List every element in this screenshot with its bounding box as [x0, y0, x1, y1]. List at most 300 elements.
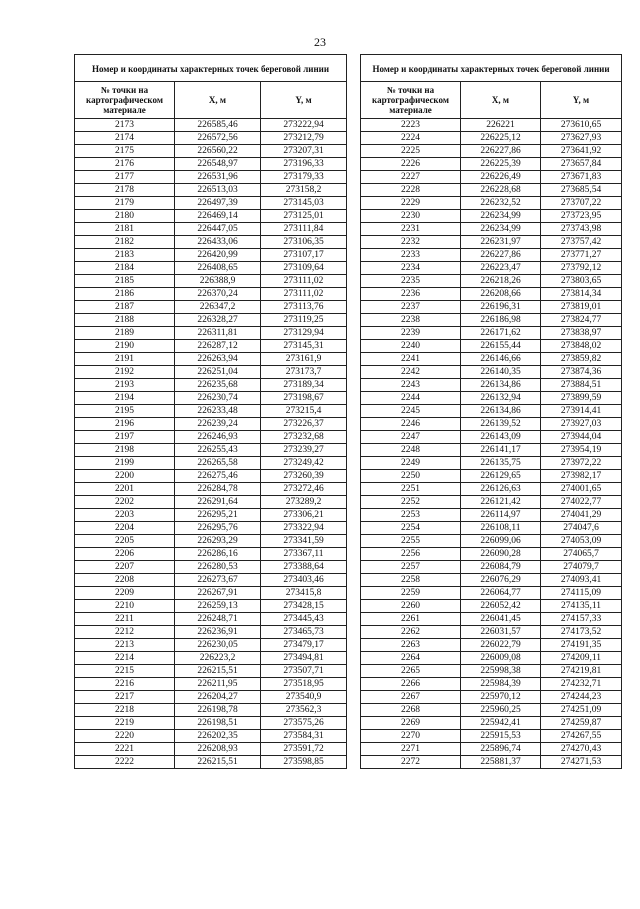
y-coordinate-cell: 273222,94: [261, 119, 347, 132]
x-coordinate-cell: 225915,53: [461, 730, 541, 743]
table-row: [75, 301, 347, 314]
table-row: [75, 392, 347, 405]
x-coordinate-cell: 226204,27: [175, 691, 261, 704]
point-number-cell: 2224: [361, 132, 461, 145]
table-row: [75, 743, 347, 756]
y-coordinate-cell: 274115,09: [541, 587, 622, 600]
y-coordinate-cell: 273824,77: [541, 314, 622, 327]
point-number-cell: 2247: [361, 431, 461, 444]
y-coordinate-cell: 274093,41: [541, 574, 622, 587]
x-coordinate-cell: 226251,04: [175, 366, 261, 379]
point-number-cell: 2266: [361, 678, 461, 691]
column-header-x: X, м: [461, 82, 541, 119]
point-number-cell: 2195: [75, 405, 175, 418]
table-row: [75, 613, 347, 626]
point-number-cell: 2253: [361, 509, 461, 522]
column-header-point-number: № точки на картографическом материале: [75, 82, 175, 119]
point-number-cell: 2265: [361, 665, 461, 678]
x-coordinate-cell: 226099,06: [461, 535, 541, 548]
x-coordinate-cell: 226041,45: [461, 613, 541, 626]
y-coordinate-cell: 273874,36: [541, 366, 622, 379]
table-row: [361, 379, 622, 392]
point-number-cell: 2178: [75, 184, 175, 197]
y-coordinate-cell: 273145,03: [261, 197, 347, 210]
y-coordinate-cell: 273212,79: [261, 132, 347, 145]
table-row: [361, 119, 622, 132]
point-number-cell: 2190: [75, 340, 175, 353]
column-header-y: Y, м: [261, 82, 347, 119]
x-coordinate-cell: 226135,75: [461, 457, 541, 470]
table-row: [75, 353, 347, 366]
point-number-cell: 2182: [75, 236, 175, 249]
table-row: [361, 197, 622, 210]
table-row: [75, 470, 347, 483]
y-coordinate-cell: 273479,17: [261, 639, 347, 652]
x-coordinate-cell: 226236,91: [175, 626, 261, 639]
x-coordinate-cell: 226225,12: [461, 132, 541, 145]
table-row: [75, 730, 347, 743]
x-coordinate-cell: 226108,11: [461, 522, 541, 535]
y-coordinate-cell: 273179,33: [261, 171, 347, 184]
column-header-y: Y, м: [541, 82, 622, 119]
table-row: [361, 730, 622, 743]
table-row: [361, 587, 622, 600]
point-number-cell: 2227: [361, 171, 461, 184]
point-number-cell: 2248: [361, 444, 461, 457]
table-row: [75, 444, 347, 457]
table-row: [75, 626, 347, 639]
y-coordinate-cell: 273584,31: [261, 730, 347, 743]
x-coordinate-cell: 226295,76: [175, 522, 261, 535]
x-coordinate-cell: 226171,62: [461, 327, 541, 340]
y-coordinate-cell: 273771,27: [541, 249, 622, 262]
point-number-cell: 2179: [75, 197, 175, 210]
x-coordinate-cell: 226433,06: [175, 236, 261, 249]
point-number-cell: 2257: [361, 561, 461, 574]
table-row: [361, 340, 622, 353]
x-coordinate-cell: 226231,97: [461, 236, 541, 249]
x-coordinate-cell: 225998,38: [461, 665, 541, 678]
x-coordinate-cell: 226140,35: [461, 366, 541, 379]
table-body: [361, 119, 622, 769]
point-number-cell: 2256: [361, 548, 461, 561]
table-row: [361, 535, 622, 548]
point-number-cell: 2263: [361, 639, 461, 652]
point-number-cell: 2252: [361, 496, 461, 509]
y-coordinate-cell: 274047,6: [541, 522, 622, 535]
table-row: [75, 288, 347, 301]
table-row: [75, 275, 347, 288]
y-coordinate-cell: 273109,64: [261, 262, 347, 275]
y-coordinate-cell: 273743,98: [541, 223, 622, 236]
y-coordinate-cell: 273207,31: [261, 145, 347, 158]
y-coordinate-cell: 273306,21: [261, 509, 347, 522]
table-row: [75, 158, 347, 171]
x-coordinate-cell: 226052,42: [461, 600, 541, 613]
x-coordinate-cell: 226291,64: [175, 496, 261, 509]
point-number-cell: 2221: [75, 743, 175, 756]
table-row: [361, 678, 622, 691]
x-coordinate-cell: 226141,17: [461, 444, 541, 457]
y-coordinate-cell: 273723,95: [541, 210, 622, 223]
point-number-cell: 2185: [75, 275, 175, 288]
table-row: [361, 457, 622, 470]
x-coordinate-cell: 226347,2: [175, 301, 261, 314]
x-coordinate-cell: 225970,12: [461, 691, 541, 704]
table-row: [75, 665, 347, 678]
coordinates-table-left: [74, 54, 347, 769]
x-coordinate-cell: 226215,51: [175, 665, 261, 678]
point-number-cell: 2225: [361, 145, 461, 158]
table-row: [75, 496, 347, 509]
x-coordinate-cell: 226232,52: [461, 197, 541, 210]
y-coordinate-cell: 273215,4: [261, 405, 347, 418]
x-coordinate-cell: 226370,24: [175, 288, 261, 301]
y-coordinate-cell: 273367,11: [261, 548, 347, 561]
table-row: [361, 171, 622, 184]
x-coordinate-cell: 226548,97: [175, 158, 261, 171]
x-coordinate-cell: 226513,03: [175, 184, 261, 197]
table-row: [75, 366, 347, 379]
y-coordinate-cell: 273610,65: [541, 119, 622, 132]
y-coordinate-cell: 273111,84: [261, 223, 347, 236]
x-coordinate-cell: 226221: [461, 119, 541, 132]
table-row: [361, 626, 622, 639]
page-number: 23: [314, 35, 326, 49]
y-coordinate-cell: 274053,09: [541, 535, 622, 548]
x-coordinate-cell: 226230,05: [175, 639, 261, 652]
x-coordinate-cell: 226121,42: [461, 496, 541, 509]
y-coordinate-cell: 273289,2: [261, 496, 347, 509]
table-row: [75, 145, 347, 158]
point-number-cell: 2199: [75, 457, 175, 470]
x-coordinate-cell: 226022,79: [461, 639, 541, 652]
x-coordinate-cell: 226259,13: [175, 600, 261, 613]
point-number-cell: 2246: [361, 418, 461, 431]
point-number-cell: 2272: [361, 756, 461, 769]
x-coordinate-cell: 225984,39: [461, 678, 541, 691]
point-number-cell: 2258: [361, 574, 461, 587]
point-number-cell: 2245: [361, 405, 461, 418]
point-number-cell: 2193: [75, 379, 175, 392]
x-coordinate-cell: 226143,09: [461, 431, 541, 444]
y-coordinate-cell: 274173,52: [541, 626, 622, 639]
table-row: [75, 691, 347, 704]
y-coordinate-cell: 273173,7: [261, 366, 347, 379]
x-coordinate-cell: 226275,46: [175, 470, 261, 483]
point-number-cell: 2198: [75, 444, 175, 457]
x-coordinate-cell: 225896,74: [461, 743, 541, 756]
x-coordinate-cell: 226286,16: [175, 548, 261, 561]
x-coordinate-cell: 226223,47: [461, 262, 541, 275]
point-number-cell: 2201: [75, 483, 175, 496]
point-number-cell: 2205: [75, 535, 175, 548]
point-number-cell: 2251: [361, 483, 461, 496]
table-row: [75, 210, 347, 223]
y-coordinate-cell: 273111,02: [261, 275, 347, 288]
x-coordinate-cell: 226388,9: [175, 275, 261, 288]
x-coordinate-cell: 226202,35: [175, 730, 261, 743]
table-caption: Номер и координаты характерных точек береговой линии: [361, 55, 622, 82]
table-row: [75, 509, 347, 522]
point-number-cell: 2268: [361, 704, 461, 717]
table-row: [361, 574, 622, 587]
table-row: [361, 717, 622, 730]
table-row: [75, 548, 347, 561]
point-number-cell: 2231: [361, 223, 461, 236]
table-row: [361, 470, 622, 483]
point-number-cell: 2189: [75, 327, 175, 340]
x-coordinate-cell: 225881,37: [461, 756, 541, 769]
x-coordinate-cell: 226226,49: [461, 171, 541, 184]
y-coordinate-cell: 273111,02: [261, 288, 347, 301]
point-number-cell: 2210: [75, 600, 175, 613]
table-row: [361, 600, 622, 613]
point-number-cell: 2244: [361, 392, 461, 405]
y-coordinate-cell: 273848,02: [541, 340, 622, 353]
point-number-cell: 2204: [75, 522, 175, 535]
table-row: [75, 561, 347, 574]
x-coordinate-cell: 225942,41: [461, 717, 541, 730]
y-coordinate-cell: 274251,09: [541, 704, 622, 717]
point-number-cell: 2238: [361, 314, 461, 327]
y-coordinate-cell: 273106,35: [261, 236, 347, 249]
x-coordinate-cell: 226227,86: [461, 145, 541, 158]
x-coordinate-cell: 226469,14: [175, 210, 261, 223]
table-row: [361, 366, 622, 379]
point-number-cell: 2209: [75, 587, 175, 600]
table-row: [361, 275, 622, 288]
y-coordinate-cell: 273518,95: [261, 678, 347, 691]
x-coordinate-cell: 226255,43: [175, 444, 261, 457]
y-coordinate-cell: 273859,82: [541, 353, 622, 366]
point-number-cell: 2271: [361, 743, 461, 756]
x-coordinate-cell: 226531,96: [175, 171, 261, 184]
table-row: [75, 262, 347, 275]
table-row: [75, 223, 347, 236]
x-coordinate-cell: 226198,51: [175, 717, 261, 730]
table-row: [75, 314, 347, 327]
point-number-cell: 2183: [75, 249, 175, 262]
point-number-cell: 2228: [361, 184, 461, 197]
table-row: [361, 301, 622, 314]
y-coordinate-cell: 274259,87: [541, 717, 622, 730]
x-coordinate-cell: 226585,46: [175, 119, 261, 132]
x-coordinate-cell: 226280,53: [175, 561, 261, 574]
x-coordinate-cell: 226447,05: [175, 223, 261, 236]
x-coordinate-cell: 226134,86: [461, 379, 541, 392]
point-number-cell: 2202: [75, 496, 175, 509]
table-row: [361, 756, 622, 769]
point-number-cell: 2242: [361, 366, 461, 379]
point-number-cell: 2216: [75, 678, 175, 691]
table-row: [361, 210, 622, 223]
y-coordinate-cell: 273627,93: [541, 132, 622, 145]
y-coordinate-cell: 274267,55: [541, 730, 622, 743]
x-coordinate-cell: 226265,58: [175, 457, 261, 470]
table-row: [75, 119, 347, 132]
x-coordinate-cell: 226064,77: [461, 587, 541, 600]
point-number-cell: 2218: [75, 704, 175, 717]
x-coordinate-cell: 226114,97: [461, 509, 541, 522]
y-coordinate-cell: 273129,94: [261, 327, 347, 340]
table-row: [75, 639, 347, 652]
point-number-cell: 2181: [75, 223, 175, 236]
x-coordinate-cell: 226223,2: [175, 652, 261, 665]
point-number-cell: 2203: [75, 509, 175, 522]
table-row: [361, 665, 622, 678]
x-coordinate-cell: 226572,56: [175, 132, 261, 145]
point-number-cell: 2191: [75, 353, 175, 366]
x-coordinate-cell: 226211,95: [175, 678, 261, 691]
table-row: [75, 756, 347, 769]
y-coordinate-cell: 274041,29: [541, 509, 622, 522]
y-coordinate-cell: 273657,84: [541, 158, 622, 171]
point-number-cell: 2220: [75, 730, 175, 743]
point-number-cell: 2223: [361, 119, 461, 132]
y-coordinate-cell: 273196,33: [261, 158, 347, 171]
x-coordinate-cell: 226248,71: [175, 613, 261, 626]
point-number-cell: 2207: [75, 561, 175, 574]
point-number-cell: 2260: [361, 600, 461, 613]
y-coordinate-cell: 273803,65: [541, 275, 622, 288]
y-coordinate-cell: 273119,25: [261, 314, 347, 327]
point-number-cell: 2188: [75, 314, 175, 327]
table-row: [361, 496, 622, 509]
point-number-cell: 2255: [361, 535, 461, 548]
table-body: [75, 119, 347, 769]
y-coordinate-cell: 273707,22: [541, 197, 622, 210]
point-number-cell: 2270: [361, 730, 461, 743]
point-number-cell: 2180: [75, 210, 175, 223]
point-number-cell: 2235: [361, 275, 461, 288]
y-coordinate-cell: 273914,41: [541, 405, 622, 418]
point-number-cell: 2230: [361, 210, 461, 223]
point-number-cell: 2249: [361, 457, 461, 470]
table-row: [75, 431, 347, 444]
point-number-cell: 2192: [75, 366, 175, 379]
table-row: [75, 236, 347, 249]
x-coordinate-cell: 226076,29: [461, 574, 541, 587]
x-coordinate-cell: 226293,29: [175, 535, 261, 548]
table-row: [361, 483, 622, 496]
table-row: [361, 405, 622, 418]
table-row: [361, 262, 622, 275]
y-coordinate-cell: 273388,64: [261, 561, 347, 574]
table-row: [361, 652, 622, 665]
y-coordinate-cell: 274022,77: [541, 496, 622, 509]
y-coordinate-cell: 273838,97: [541, 327, 622, 340]
table-row: [361, 249, 622, 262]
table-row: [361, 223, 622, 236]
table-row: [75, 574, 347, 587]
point-number-cell: 2236: [361, 288, 461, 301]
x-coordinate-cell: 226139,52: [461, 418, 541, 431]
y-coordinate-cell: 273189,34: [261, 379, 347, 392]
table-row: [75, 171, 347, 184]
point-number-cell: 2211: [75, 613, 175, 626]
y-coordinate-cell: 273161,9: [261, 353, 347, 366]
x-coordinate-cell: 225960,25: [461, 704, 541, 717]
y-coordinate-cell: 273403,46: [261, 574, 347, 587]
table-row: [75, 340, 347, 353]
table-row: [361, 418, 622, 431]
point-number-cell: 2234: [361, 262, 461, 275]
table-row: [361, 353, 622, 366]
table-row: [75, 418, 347, 431]
y-coordinate-cell: 273641,92: [541, 145, 622, 158]
point-number-cell: 2173: [75, 119, 175, 132]
y-coordinate-cell: 273972,22: [541, 457, 622, 470]
table-row: [75, 184, 347, 197]
x-coordinate-cell: 226009,08: [461, 652, 541, 665]
x-coordinate-cell: 226311,81: [175, 327, 261, 340]
table-row: [361, 431, 622, 444]
point-number-cell: 2233: [361, 249, 461, 262]
table-row: [361, 184, 622, 197]
point-number-cell: 2208: [75, 574, 175, 587]
x-coordinate-cell: 226126,63: [461, 483, 541, 496]
y-coordinate-cell: 273944,04: [541, 431, 622, 444]
table-row: [75, 197, 347, 210]
x-coordinate-cell: 226090,28: [461, 548, 541, 561]
y-coordinate-cell: 274191,35: [541, 639, 622, 652]
y-coordinate-cell: 273954,19: [541, 444, 622, 457]
y-coordinate-cell: 274001,65: [541, 483, 622, 496]
table-row: [75, 678, 347, 691]
x-coordinate-cell: 226134,86: [461, 405, 541, 418]
table-row: [75, 483, 347, 496]
table-row: [361, 392, 622, 405]
point-number-cell: 2254: [361, 522, 461, 535]
x-coordinate-cell: 226263,94: [175, 353, 261, 366]
x-coordinate-cell: 226208,93: [175, 743, 261, 756]
y-coordinate-cell: 273125,01: [261, 210, 347, 223]
table-row: [361, 509, 622, 522]
table-row: [361, 444, 622, 457]
y-coordinate-cell: 273899,59: [541, 392, 622, 405]
y-coordinate-cell: 274065,7: [541, 548, 622, 561]
x-coordinate-cell: 226132,94: [461, 392, 541, 405]
point-number-cell: 2222: [75, 756, 175, 769]
table-row: [75, 717, 347, 730]
y-coordinate-cell: 273927,03: [541, 418, 622, 431]
x-coordinate-cell: 226228,68: [461, 184, 541, 197]
x-coordinate-cell: 226234,99: [461, 223, 541, 236]
y-coordinate-cell: 273272,46: [261, 483, 347, 496]
point-number-cell: 2219: [75, 717, 175, 730]
y-coordinate-cell: 274270,43: [541, 743, 622, 756]
y-coordinate-cell: 273575,26: [261, 717, 347, 730]
point-number-cell: 2206: [75, 548, 175, 561]
x-coordinate-cell: 226284,78: [175, 483, 261, 496]
table-row: [75, 249, 347, 262]
y-coordinate-cell: 273598,85: [261, 756, 347, 769]
y-coordinate-cell: 273415,8: [261, 587, 347, 600]
x-coordinate-cell: 226239,24: [175, 418, 261, 431]
point-number-cell: 2250: [361, 470, 461, 483]
x-coordinate-cell: 226225,39: [461, 158, 541, 171]
point-number-cell: 2239: [361, 327, 461, 340]
x-coordinate-cell: 226267,91: [175, 587, 261, 600]
x-coordinate-cell: 226218,26: [461, 275, 541, 288]
table-row: [361, 314, 622, 327]
table-row: [361, 639, 622, 652]
x-coordinate-cell: 226246,93: [175, 431, 261, 444]
point-number-cell: 2213: [75, 639, 175, 652]
point-number-cell: 2262: [361, 626, 461, 639]
point-number-cell: 2184: [75, 262, 175, 275]
